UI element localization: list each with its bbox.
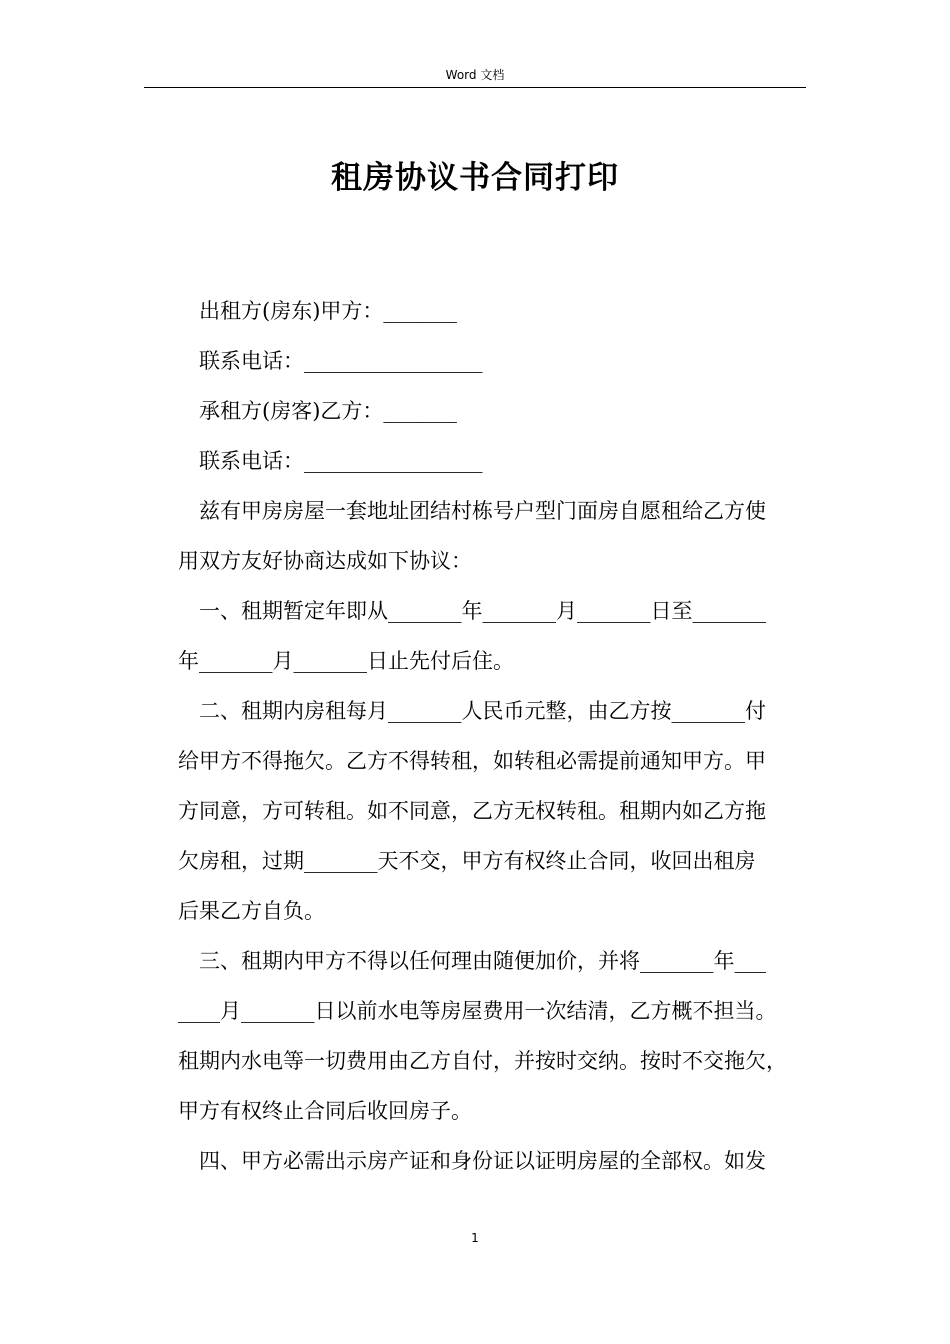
document-body xyxy=(178,286,810,1186)
intro-paragraph-line: 用双方友好协商达成如下协议： xyxy=(178,549,472,573)
tenant-line: 承租方(房客)乙方：_______ xyxy=(199,399,457,423)
intro-paragraph-line: 兹有甲房房屋一套地址团结村栋号户型门面房自愿租给乙方使 xyxy=(199,499,766,523)
clause-2-line: 二、租期内房租每月_______人民币元整，由乙方按_______付 xyxy=(199,699,766,723)
clause-2-line: 给甲方不得拖欠。乙方不得转租，如转租必需提前通知甲方。甲 xyxy=(178,749,766,773)
tenant-phone-line: 联系电话：_________________ xyxy=(199,449,483,473)
landlord-line: 出租方(房东)甲方：_______ xyxy=(199,299,457,323)
clause-3-line: 甲方有权终止合同后收回房子。 xyxy=(178,1099,472,1123)
clause-3-line: 租期内水电等一切费用由乙方自付，并按时交纳。按时不交拖欠， xyxy=(178,1049,787,1073)
clause-1-line: 一、租期暂定年即从_______年_______月_______日至_______ xyxy=(199,599,766,623)
clause-3-line: ____月_______日以前水电等房屋费用一次结清，乙方概不担当。 xyxy=(178,999,777,1023)
clause-2-line: 后果乙方自负。 xyxy=(178,899,325,923)
landlord-phone-line: 联系电话：_________________ xyxy=(199,349,483,373)
document-title: 租房协议书合同打印 xyxy=(331,160,619,196)
header-divider xyxy=(144,87,806,88)
clause-2-line: 欠房租，过期_______天不交，甲方有权终止合同，收回出租房 xyxy=(178,849,756,873)
page-header-text: Word 文档 xyxy=(445,68,505,82)
clause-2-line: 方同意，方可转租。如不同意，乙方无权转租。租期内如乙方拖 xyxy=(178,799,766,823)
page-number: 1 xyxy=(471,1231,479,1245)
clause-4-line: 四、甲方必需出示房产证和身份证以证明房屋的全部权。如发 xyxy=(199,1149,766,1173)
clause-1-line: 年_______月_______日止先付后住。 xyxy=(178,649,514,673)
clause-3-line: 三、租期内甲方不得以任何理由随便加价，并将_______年___ xyxy=(199,949,766,973)
